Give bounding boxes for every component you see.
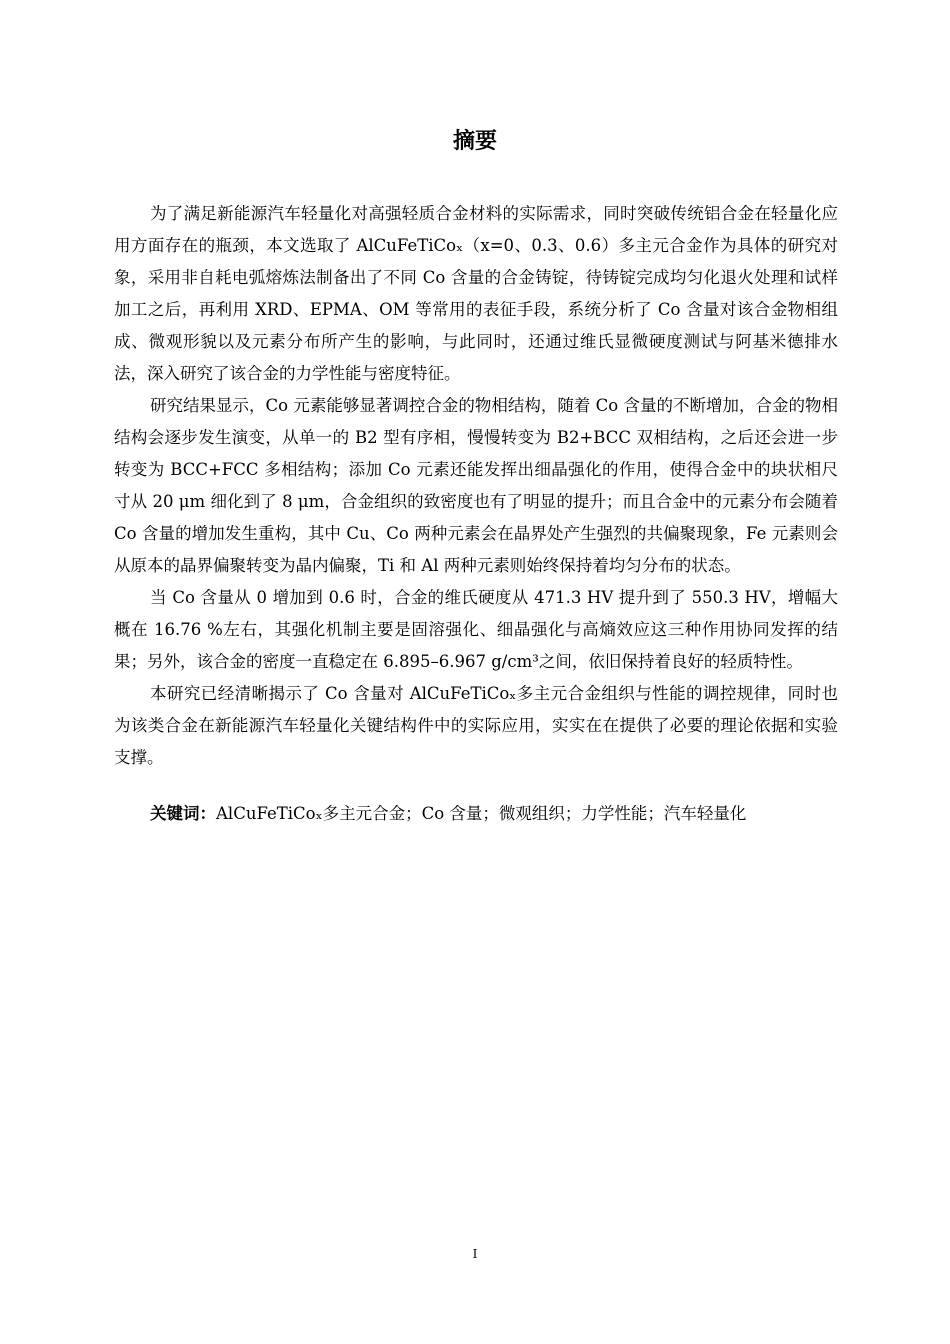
keywords-text: AlCuFeTiCoₓ多主元合金；Co 含量；微观组织；力学性能；汽车轻量化: [216, 804, 747, 823]
keywords-line: [114, 798, 838, 830]
abstract-paragraph-1: 为了满足新能源汽车轻量化对高强轻质合金材料的实际需求，同时突破传统铝合金在轻量化应用方面存在的瓶颈，本文选取了 AlCuFeTiCoₓ（x=0、0.3、0.6）多主元合金作为具体的研究对象，采用非自耗电弧熔炼法制备出了不同 Co 含量的合金铸锭，待铸锭完成均匀化退火处理和试样加工之后，再利用 XRD、EPMA、OM 等常用的表征手段，系统分析了 Co 含量对该合金物相组成、微观形貌以及元素分布所产生的影响，与此同时，还通过维氏显微硬度测试与阿基米德排水法，深入研究了该合金的力学性能与密度特征。: [114, 204, 838, 383]
abstract-paragraph-2: 研究结果显示，Co 元素能够显著调控合金的物相结构，随着 Co 含量的不断增加，合金的物相结构会逐步发生演变，从单一的 B2 型有序相，慢慢转变为 B2+BCC 双相结构，之后还会进一步转变为 BCC+FCC 多相结构；添加 Co 元素还能发挥出细晶强化的作用，使得合金中的块状相尺寸从 20 μm 细化到了 8 μm，合金组织的致密度也有了明显的提升；而且合金中的元素分布会随着 Co 含量的增加发生重构，其中 Cu、Co 两种元素会在晶界处产生强烈的共偏聚现象，Fe 元素则会从原本的晶界偏聚转变为晶内偏聚，Ti 和 Al 两种元素则始终保持着均匀分布的状态。: [114, 396, 838, 575]
keywords-label: 关键词：: [150, 804, 216, 823]
abstract-title: 摘要: [452, 129, 497, 154]
abstract-body: [114, 198, 838, 830]
abstract-paragraph-3: 当 Co 含量从 0 增加到 0.6 时，合金的维氏硬度从 471.3 HV 提升到了 550.3 HV，增幅大概在 16.76 %左右，其强化机制主要是固溶强化、细晶强化与高熵效应这三种作用协同发挥的结果；另外，该合金的密度一直稳定在 6.895–6.967 g/cm³之间，依旧保持着良好的轻质特性。: [114, 588, 838, 671]
abstract-paragraph-4: 本研究已经清晰揭示了 Co 含量对 AlCuFeTiCoₓ多主元合金组织与性能的调控规律，同时也为该类合金在新能源汽车轻量化关键结构件中的实际应用，实实在在提供了必要的理论依据和实验支撑。: [114, 684, 838, 767]
page-number: I: [472, 1247, 478, 1261]
